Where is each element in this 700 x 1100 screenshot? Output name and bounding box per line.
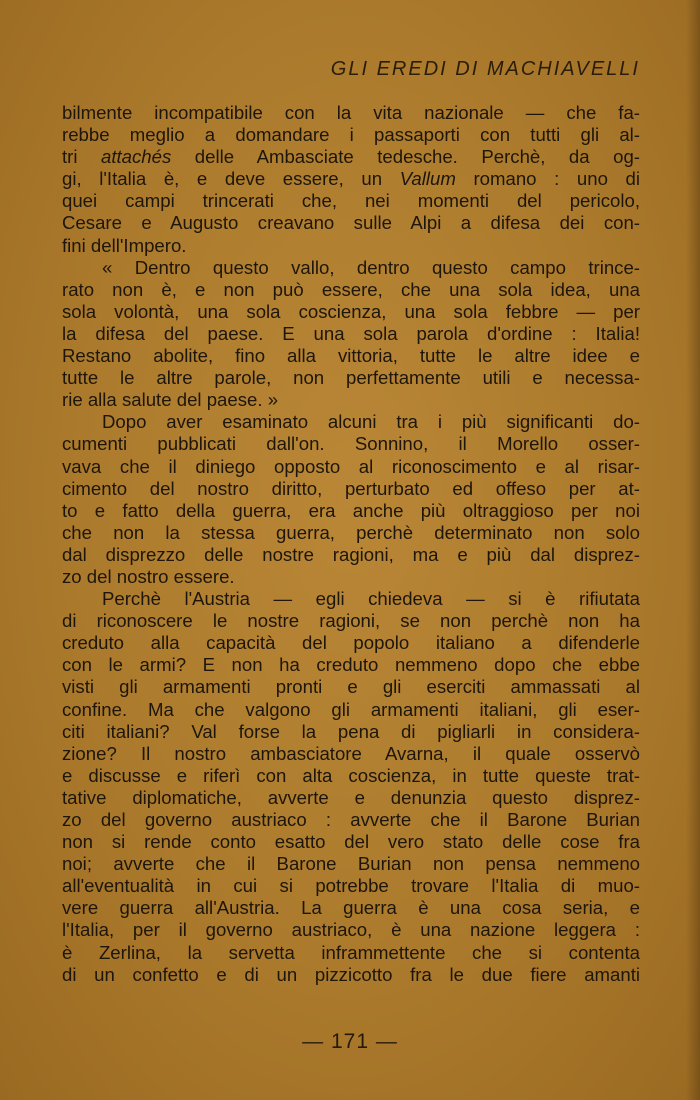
- text-line: tative diplomatiche, avverte e denunzia questo disprez-: [62, 786, 640, 808]
- text-line: visti gli armamenti pronti e gli eserciti ammassati al: [62, 676, 640, 698]
- text-line: non si rende conto esatto del vero stato delle cose fra: [62, 831, 640, 853]
- text-line: Cesare e Augusto creavano sulle Alpi a difesa dei con-: [62, 212, 640, 234]
- text-line: all'eventualità in cui si potrebbe trovare l'Italia di muo-: [62, 875, 640, 897]
- page-number: — 171 —: [302, 1030, 398, 1053]
- text-line: « Dentro questo vallo, dentro questo campo trince-: [102, 256, 640, 278]
- text-line: che non la stessa guerra, perchè determinato non solo: [62, 521, 640, 543]
- running-header: GLI EREDI DI MACHIAVELLI: [330, 58, 640, 80]
- text-line: bilmente incompatibile con la vita nazionale — che fa-: [62, 102, 640, 123]
- text-line: noi; avverte che il Barone Burian non pensa nemmeno: [62, 853, 640, 875]
- text-line: creduto alla capacità del popolo italiano a difenderle: [62, 632, 640, 654]
- text-line: Restano abolite, fino alla vittoria, tutte le altre idee e: [62, 345, 640, 367]
- text-line: fini dell'Impero.: [62, 234, 187, 256]
- text-line: citi italiani? Val forse la pena di pigliarli in considera-: [62, 720, 640, 742]
- text-line: Dopo aver esaminato alcuni tra i più significanti do-: [102, 411, 640, 433]
- text-line: cimento del nostro diritto, perturbato ed offeso per at-: [62, 477, 640, 499]
- text-line: tri attachés delle Ambasciate tedesche. Perchè, da og-: [62, 146, 640, 168]
- text-line: rie alla salute del paese. »: [62, 389, 279, 411]
- text-line: zo del nostro essere.: [62, 565, 235, 587]
- text-line: quei campi trincerati che, nei momenti del pericolo,: [62, 190, 640, 212]
- text-line: l'Italia, per il governo austriaco, è una nazione leggera :: [62, 919, 640, 941]
- text-line: gi, l'Italia è, e deve essere, un Vallum romano : uno di: [62, 168, 640, 190]
- text-line: sola volontà, una sola coscienza, una sola febbre — per: [62, 300, 640, 322]
- text-line: rato non è, e non può essere, che una sola idea, una: [62, 278, 640, 300]
- text-line: to e fatto della guerra, era anche più oltraggioso per noi: [62, 499, 640, 521]
- text-line: confine. Ma che valgono gli armamenti italiani, gli eser-: [62, 698, 640, 720]
- text-line: zo del governo austriaco : avverte che il Barone Burian: [62, 809, 640, 830]
- text-line: è Zerlina, la servetta inframmettente che si contenta: [62, 941, 640, 963]
- text-line: vere guerra all'Austria. La guerra è una cosa seria, e: [62, 897, 640, 919]
- page-edge-shadow: [686, 0, 700, 1100]
- text-line: con le armi? E non ha creduto nemmeno dopo che ebbe: [62, 654, 640, 676]
- text-line: tutte le altre parole, non perfettamente utili e necessa-: [62, 367, 640, 389]
- text-line: di riconoscere le nostre ragioni, se non perchè non ha: [62, 610, 640, 632]
- text-line: e discusse e riferì con alta coscienza, in tutte queste trat-: [62, 764, 640, 786]
- text-line: rebbe meglio a domandare i passaporti con tutti gli al-: [62, 124, 640, 146]
- text-line: la difesa del paese. E una sola parola d'ordine : Italia!: [62, 322, 640, 344]
- text-line: vava che il diniego opposto al riconoscimento e al risar-: [62, 455, 640, 477]
- text-line: Perchè l'Austria — egli chiedeva — si è rifiutata: [102, 588, 640, 610]
- text-line: cumenti pubblicati dall'on. Sonnino, il Morello osser-: [62, 433, 640, 455]
- text-line: di un confetto e di un pizzicotto fra le due fiere amanti: [62, 963, 640, 985]
- body-text: [62, 102, 640, 986]
- text-line: zione? Il nostro ambasciatore Avarna, il quale osservò: [62, 742, 640, 764]
- text-line: dal disprezzo delle nostre ragioni, ma e più dal disprez-: [62, 543, 640, 565]
